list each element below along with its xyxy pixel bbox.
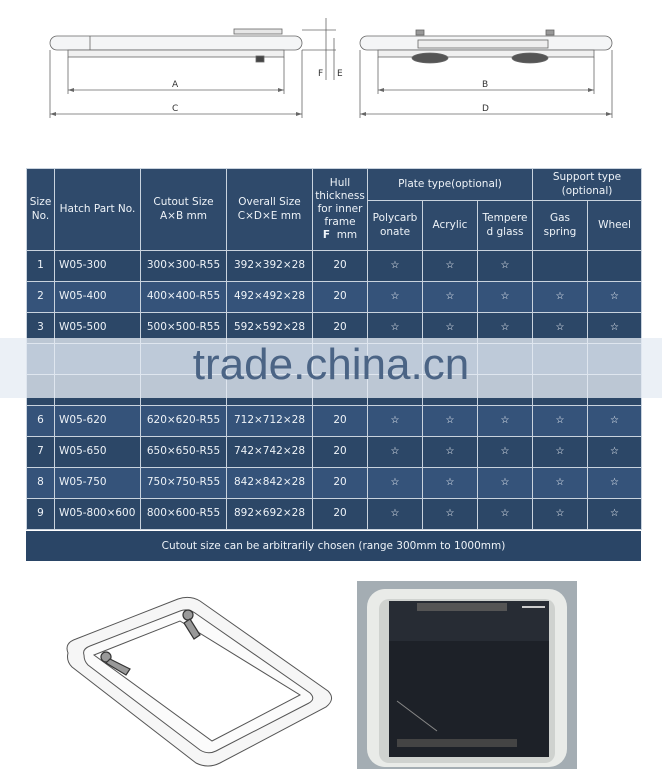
table-row — [27, 251, 642, 282]
cell-wheel-star-icon: ☆ — [588, 282, 642, 313]
cell-hull: 20 — [313, 468, 368, 499]
cell-gas-star-icon: ☆ — [533, 313, 588, 344]
cell-poly-star-icon: ☆ — [368, 437, 423, 468]
cell-overall: 492×492×28 — [227, 282, 313, 313]
hatch-product-photo — [357, 581, 577, 769]
cell-tempered-star-icon: ☆ — [478, 499, 533, 530]
header-plate-type: Plate type(optional) — [368, 169, 533, 201]
table-row — [27, 468, 642, 499]
header-wheel: Wheel — [588, 201, 642, 251]
cell-gas-star-icon — [533, 251, 588, 282]
cell-size-no: 9 — [27, 499, 55, 530]
cell-size-no: 7 — [27, 437, 55, 468]
cell-overall: 712×712×28 — [227, 406, 313, 437]
cell-acrylic-star-icon: ☆ — [423, 406, 478, 437]
header-hull — [313, 169, 368, 251]
cell-wheel-star-icon: ☆ — [588, 406, 642, 437]
cell-cutout: 750×750-R55 — [141, 468, 227, 499]
cell-overall: 842×842×28 — [227, 468, 313, 499]
cell-cutout: 650×650-R55 — [141, 437, 227, 468]
cell-tempered-star-icon: ☆ — [478, 282, 533, 313]
watermark-text: trade.china.cn — [192, 340, 470, 389]
cell-cutout: 400×400-R55 — [141, 282, 227, 313]
cell-gas-star-icon: ☆ — [533, 282, 588, 313]
cell-hull: 20 — [313, 437, 368, 468]
dim-label-c: C — [172, 104, 179, 114]
cell-cutout: 800×600-R55 — [141, 499, 227, 530]
header-hull-text: Hull thickness for inner frame — [315, 176, 365, 229]
cell-hull: 20 — [313, 251, 368, 282]
cell-overall: 892×692×28 — [227, 499, 313, 530]
dim-label-b: B — [482, 80, 489, 90]
cell-acrylic-star-icon: ☆ — [423, 251, 478, 282]
cell-size-no: 8 — [27, 468, 55, 499]
header-hull-unit-line — [313, 229, 367, 242]
cell-size-no: 3 — [27, 313, 55, 344]
header-tempered: Tempere d glass — [478, 201, 533, 251]
cell-poly-star-icon: ☆ — [368, 282, 423, 313]
cell-poly-star-icon: ☆ — [368, 406, 423, 437]
cell-acrylic-star-icon: ☆ — [423, 437, 478, 468]
cell-tempered-star-icon: ☆ — [478, 468, 533, 499]
cell-part-no: W05-650 — [55, 437, 141, 468]
cell-gas-star-icon: ☆ — [533, 468, 588, 499]
header-size-no: Size No. — [27, 169, 55, 251]
table-row — [27, 282, 642, 313]
side-view-drawings — [0, 0, 662, 130]
header-hull-unit: mm — [336, 229, 358, 242]
cell-size-no: 2 — [27, 282, 55, 313]
cell-wheel-star-icon: ☆ — [588, 468, 642, 499]
cell-poly-star-icon: ☆ — [368, 251, 423, 282]
cell-tempered-star-icon: ☆ — [478, 313, 533, 344]
cell-part-no: W05-400 — [55, 282, 141, 313]
cell-tempered-star-icon: ☆ — [478, 251, 533, 282]
cell-wheel-star-icon — [588, 251, 642, 282]
cell-wheel-star-icon: ☆ — [588, 499, 642, 530]
cell-gas-star-icon: ☆ — [533, 406, 588, 437]
header-gas-spring: Gas spring — [533, 201, 588, 251]
header-acrylic: Acrylic — [423, 201, 478, 251]
cell-part-no: W05-300 — [55, 251, 141, 282]
table-footnote: Cutout size can be arbitrarily chosen (range 300mm to 1000mm) — [26, 531, 641, 561]
cell-wheel-star-icon: ☆ — [588, 437, 642, 468]
hatch-photo-illustration — [357, 581, 577, 769]
cell-hull: 20 — [313, 313, 368, 344]
cell-overall: 592×592×28 — [227, 313, 313, 344]
cell-hull: 20 — [313, 282, 368, 313]
cell-cutout: 500×500-R55 — [141, 313, 227, 344]
cell-size-no: 1 — [27, 251, 55, 282]
cell-part-no: W05-800×600 — [55, 499, 141, 530]
cell-part-no: W05-750 — [55, 468, 141, 499]
cell-part-no: W05-620 — [55, 406, 141, 437]
cell-tempered-star-icon: ☆ — [478, 437, 533, 468]
cell-hull: 20 — [313, 499, 368, 530]
dim-label-e: E — [337, 69, 343, 79]
header-support-type: Support type (optional) — [533, 169, 642, 201]
cell-gas-star-icon: ☆ — [533, 437, 588, 468]
cell-part-no: W05-500 — [55, 313, 141, 344]
cell-poly-star-icon: ☆ — [368, 468, 423, 499]
cell-wheel-star-icon: ☆ — [588, 313, 642, 344]
hatch-3d-render — [60, 595, 340, 769]
cell-acrylic-star-icon: ☆ — [423, 282, 478, 313]
header-hull-f: F — [322, 229, 331, 242]
cell-acrylic-star-icon: ☆ — [423, 468, 478, 499]
table-row — [27, 499, 642, 530]
cell-acrylic-star-icon: ☆ — [423, 499, 478, 530]
header-part-no: Hatch Part No. — [55, 169, 141, 251]
dim-label-f: F — [318, 69, 324, 79]
dim-label-d: D — [482, 104, 489, 114]
table-row — [27, 406, 642, 437]
header-cutout: Cutout Size A×B mm — [141, 169, 227, 251]
dim-label-a: A — [172, 80, 179, 90]
cell-overall: 392×392×28 — [227, 251, 313, 282]
cell-poly-star-icon: ☆ — [368, 313, 423, 344]
cell-hull: 20 — [313, 406, 368, 437]
cell-tempered-star-icon: ☆ — [478, 406, 533, 437]
cell-size-no: 6 — [27, 406, 55, 437]
cell-acrylic-star-icon: ☆ — [423, 313, 478, 344]
header-overall: Overall Size C×D×E mm — [227, 169, 313, 251]
header-polycarbonate: Polycarb onate — [368, 201, 423, 251]
cell-poly-star-icon: ☆ — [368, 499, 423, 530]
table-row — [27, 437, 642, 468]
cell-overall: 742×742×28 — [227, 437, 313, 468]
cell-gas-star-icon: ☆ — [533, 499, 588, 530]
cell-cutout: 620×620-R55 — [141, 406, 227, 437]
cell-cutout: 300×300-R55 — [141, 251, 227, 282]
